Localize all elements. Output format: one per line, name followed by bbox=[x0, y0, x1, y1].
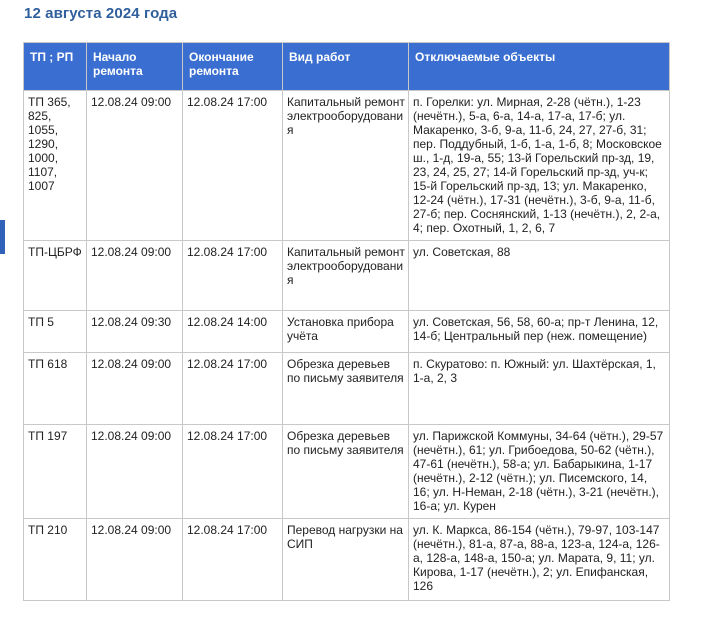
cell-tp: ТП 5 bbox=[24, 311, 87, 353]
cell-tp: ТП 210 bbox=[24, 519, 87, 601]
cell-objects: ул. Советская, 56, 58, 60-а; пр-т Ленина, 12, 14-б; Центральный пер (неж. помещение) bbox=[409, 311, 670, 353]
header-end: Окончание ремонта bbox=[183, 43, 283, 91]
cell-end: 12.08.24 17:00 bbox=[183, 519, 283, 601]
cell-start: 12.08.24 09:00 bbox=[87, 91, 183, 241]
cell-end: 12.08.24 17:00 bbox=[183, 425, 283, 519]
outage-schedule-table bbox=[23, 42, 670, 601]
cell-end: 12.08.24 17:00 bbox=[183, 353, 283, 425]
cell-objects: ул. Советская, 88 bbox=[409, 241, 670, 311]
table-row bbox=[24, 425, 670, 519]
header-start: Начало ремонта bbox=[87, 43, 183, 91]
cell-start: 12.08.24 09:00 bbox=[87, 425, 183, 519]
cell-work: Обрезка деревьев по письму заявителя bbox=[283, 425, 409, 519]
cell-objects: п. Горелки: ул. Мирная, 2-28 (чётн.), 1-23 (нечётн.), 5-а, 6-а, 14-а, 17-а, 17-б; ул. Макаренко, 3-б, 9-а, 11-б, 24, 27, 27-б, 31; пер. Поддубный, 1-б, 1-а, 1-б, 8; Московское ш., 1-д, 19-а, 55; 13-й Горельский пр-зд, 19, 23, 24, 25, 27; 14-й Горельский пр-зд, уч-к; 15-й Горельский пр-зд, 13; ул. Макаренко, 12-24 (чётн.), 17-31 (нечётн.), 3-б, 9-а, 11-б, 27-б; пер. Соснянский, 1-13 (нечётн.), 2, 2-а, 4; пер. Охотный, 1, 2, 6, 7 bbox=[409, 91, 670, 241]
cell-tp: ТП-ЦБРФ bbox=[24, 241, 87, 311]
cell-end: 12.08.24 14:00 bbox=[183, 311, 283, 353]
cell-tp: ТП 618 bbox=[24, 353, 87, 425]
cell-end: 12.08.24 17:00 bbox=[183, 241, 283, 311]
left-side-tab[interactable] bbox=[0, 220, 5, 254]
cell-work: Перевод нагрузки на СИП bbox=[283, 519, 409, 601]
cell-tp: ТП 197 bbox=[24, 425, 87, 519]
cell-end: 12.08.24 17:00 bbox=[183, 91, 283, 241]
table-row bbox=[24, 241, 670, 311]
cell-work: Установка прибора учёта bbox=[283, 311, 409, 353]
cell-start: 12.08.24 09:00 bbox=[87, 353, 183, 425]
table-row bbox=[24, 311, 670, 353]
cell-work: Обрезка деревьев по письму заявителя bbox=[283, 353, 409, 425]
cell-objects: ул. К. Маркса, 86-154 (чётн.), 79-97, 103-147 (нечётн.), 81-а, 87-а, 88-а, 123-а, 124-а, 126-а, 128-а, 148-а, 150-а; ул. Марата, 9, 11; ул. Кирова, 1-17 (нечётн.), 2; ул. Епифанская, 126 bbox=[409, 519, 670, 601]
cell-work: Капитальный ремонт электрооборудования bbox=[283, 241, 409, 311]
cell-objects: п. Скуратово: п. Южный: ул. Шахтёрская, 1, 1-а, 2, 3 bbox=[409, 353, 670, 425]
page-title: 12 августа 2024 года bbox=[24, 5, 178, 22]
cell-work: Капитальный ремонт электрооборудования bbox=[283, 91, 409, 241]
table-row bbox=[24, 353, 670, 425]
cell-tp: ТП 365, 825, 1055, 1290, 1000, 1107, 1007 bbox=[24, 91, 87, 241]
cell-start: 12.08.24 09:30 bbox=[87, 311, 183, 353]
cell-start: 12.08.24 09:00 bbox=[87, 519, 183, 601]
table-row bbox=[24, 519, 670, 601]
table-row bbox=[24, 91, 670, 241]
header-work-type: Вид работ bbox=[283, 43, 409, 91]
table-header-row bbox=[24, 43, 670, 91]
header-objects: Отключаемые объекты bbox=[409, 43, 670, 91]
cell-start: 12.08.24 09:00 bbox=[87, 241, 183, 311]
header-tp: ТП ; РП bbox=[24, 43, 87, 91]
cell-objects: ул. Парижской Коммуны, 34-64 (чётн.), 29-57 (нечётн.), 61; ул. Грибоедова, 50-62 (чётн.), 47-61 (нечётн.), 58-а; ул. Бабарыкина, 1-17 (нечётн.), 2-12 (чётн.); ул. Писемского, 14, 16; ул. Н-Неман, 2-18 (чётн.), 3-21 (нечётн.), 16-а; ул. Курен bbox=[409, 425, 670, 519]
